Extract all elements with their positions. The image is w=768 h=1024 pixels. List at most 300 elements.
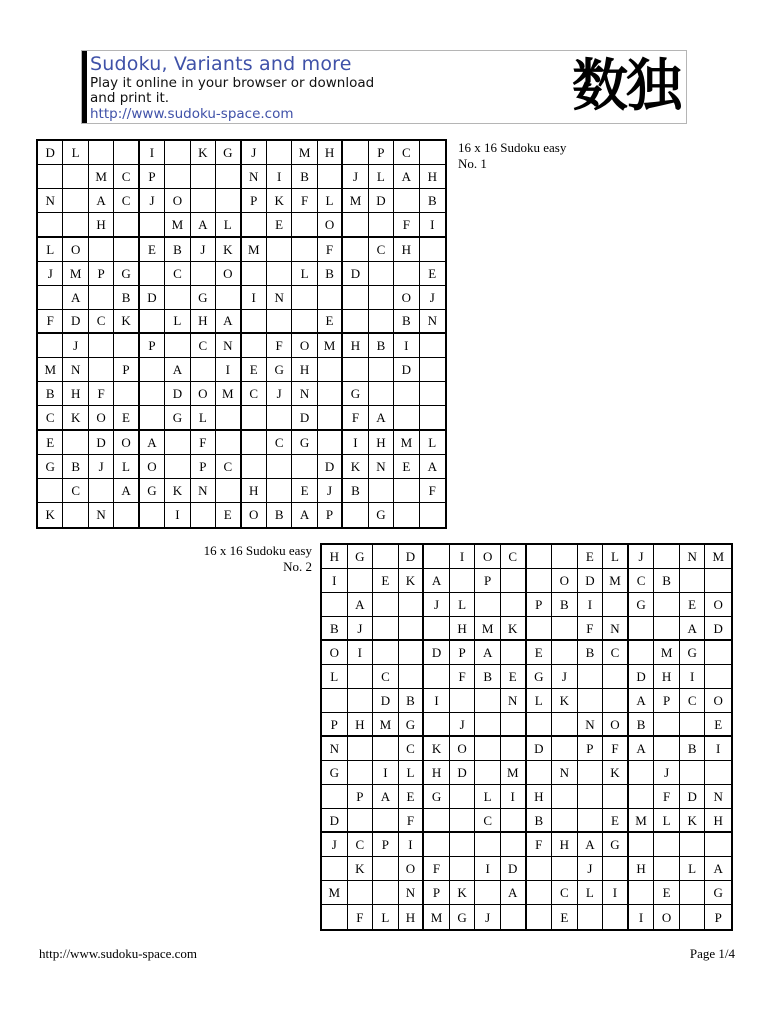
sudoku-cell (343, 238, 368, 262)
sudoku-cell: B (267, 503, 292, 527)
sudoku-cell: D (450, 761, 476, 785)
sudoku-cell: M (242, 238, 267, 262)
sudoku-cell: I (578, 593, 604, 617)
sudoku-cell: F (267, 334, 292, 358)
sudoku-cell: D (165, 382, 190, 406)
sudoku-cell: F (399, 809, 425, 833)
sudoku-cell: M (603, 569, 629, 593)
sudoku-grid-1 (36, 139, 447, 529)
sudoku-cell (348, 665, 374, 689)
sudoku-cell: G (348, 545, 374, 569)
sudoku-cell (654, 593, 680, 617)
sudoku-cell: E (140, 238, 165, 262)
sudoku-cell (654, 737, 680, 761)
sudoku-cell: P (714, 909, 722, 925)
sudoku-cell (369, 286, 394, 310)
sudoku-cell (450, 833, 476, 857)
sudoku-cell (343, 213, 368, 237)
sudoku-cell: A (578, 833, 604, 857)
sudoku-cell (191, 503, 216, 527)
sudoku-cell (399, 617, 425, 641)
sudoku-cell: N (399, 881, 425, 905)
sudoku-cell: G (38, 455, 63, 479)
sudoku-cell (38, 334, 63, 358)
sudoku-cell: M (318, 334, 343, 358)
sudoku-cell: N (603, 617, 629, 641)
sudoku-cell (89, 286, 114, 310)
sudoku-cell (475, 833, 501, 857)
sudoku-cell: B (369, 334, 394, 358)
sudoku-cell: D (38, 141, 63, 165)
sudoku-cell: L (292, 262, 317, 286)
sudoku-cell: E (38, 431, 63, 455)
sudoku-cell (527, 905, 553, 929)
sudoku-cell: C (680, 689, 706, 713)
sudoku-cell: I (420, 213, 445, 237)
sudoku-cell: P (322, 713, 348, 737)
sudoku-cell: K (63, 406, 88, 430)
sudoku-cell (114, 238, 139, 262)
sudoku-cell: M (629, 809, 655, 833)
sudoku-cell (603, 785, 629, 809)
sudoku-cell: A (373, 785, 399, 809)
sudoku-cell (242, 334, 267, 358)
sudoku-cell: O (89, 406, 114, 430)
sudoku-cell: J (578, 857, 604, 881)
sudoku-cell: M (373, 713, 399, 737)
sudoku-cell: M (475, 617, 501, 641)
sudoku-cell: M (38, 358, 63, 382)
sudoku-cell: G (629, 593, 655, 617)
sudoku-cell: G (165, 406, 190, 430)
sudoku-cell: O (242, 503, 267, 527)
sudoku-cell (38, 213, 63, 237)
sudoku-cell: A (420, 455, 445, 479)
sudoku-cell: B (394, 310, 419, 334)
sudoku-cell: G (322, 761, 348, 785)
sudoku-cell (140, 406, 165, 430)
sudoku-cell (501, 737, 527, 761)
sudoku-cell: A (63, 286, 88, 310)
sudoku-cell: H (552, 833, 578, 857)
sudoku-cell: P (318, 503, 343, 527)
sudoku-cell: E (373, 569, 399, 593)
sudoku-cell: J (63, 334, 88, 358)
sudoku-cell: C (63, 479, 88, 503)
sudoku-cell: D (373, 689, 399, 713)
sudoku-cell: D (680, 785, 706, 809)
sudoku-cell (322, 689, 348, 713)
sudoku-cell: F (527, 833, 553, 857)
sudoku-cell (63, 189, 88, 213)
sudoku-cell: K (450, 881, 476, 905)
sudoku-cell (165, 455, 190, 479)
sudoku-cell: I (399, 833, 425, 857)
sudoku-cell (475, 761, 501, 785)
sudoku-cell: F (348, 905, 374, 929)
sudoku-cell: A (89, 189, 114, 213)
sudoku-cell: B (399, 689, 425, 713)
sudoku-cell: M (292, 141, 317, 165)
sudoku-cell (267, 262, 292, 286)
sudoku-cell (140, 503, 165, 527)
sudoku-cell: B (165, 238, 190, 262)
sudoku-cell: L (420, 431, 445, 455)
sudoku-cell (242, 431, 267, 455)
sudoku-cell: P (527, 593, 553, 617)
sudoku-kanji-logo: 数独 (572, 54, 680, 119)
sudoku-cell: H (629, 857, 655, 881)
sudoku-cell: P (450, 641, 476, 665)
sudoku-cell: A (680, 617, 706, 641)
sudoku-cell: K (501, 617, 527, 641)
sudoku-cell: F (654, 785, 680, 809)
sudoku-cell (450, 689, 476, 713)
banner-url: http://www.sudoku-space.com (90, 106, 294, 122)
sudoku-cell: J (89, 455, 114, 479)
sudoku-cell (242, 213, 267, 237)
sudoku-cell (450, 857, 476, 881)
sudoku-cell: F (318, 238, 343, 262)
sudoku-cell: D (527, 737, 553, 761)
sudoku-cell: H (343, 334, 368, 358)
sudoku-cell (705, 569, 731, 593)
sudoku-cell (322, 593, 348, 617)
sudoku-cell: B (318, 262, 343, 286)
sudoku-cell: J (322, 833, 348, 857)
sudoku-cell: C (394, 141, 419, 165)
sudoku-cell: D (318, 455, 343, 479)
sudoku-cell (654, 857, 680, 881)
sudoku-cell (424, 545, 450, 569)
sudoku-cell: L (603, 545, 629, 569)
sudoku-cell: M (654, 641, 680, 665)
sudoku-cell: L (322, 665, 348, 689)
sudoku-cell: G (603, 833, 629, 857)
sudoku-cell: A (292, 503, 317, 527)
sudoku-cell: K (216, 238, 241, 262)
sudoku-cell (394, 406, 419, 430)
sudoku-cell (420, 358, 445, 382)
sudoku-cell: P (654, 689, 680, 713)
sudoku-cell: E (527, 641, 553, 665)
sudoku-cell: E (420, 262, 445, 286)
sudoku-cell: I (629, 905, 655, 929)
sudoku-cell: A (165, 358, 190, 382)
sudoku-cell (267, 238, 292, 262)
sudoku-cell (527, 569, 553, 593)
sudoku-cell: H (654, 665, 680, 689)
sudoku-cell (216, 189, 241, 213)
sudoku-cell: A (705, 857, 731, 881)
sudoku-cell: E (267, 213, 292, 237)
sudoku-cell: K (424, 737, 450, 761)
sudoku-cell: L (578, 881, 604, 905)
sudoku-cell: L (191, 406, 216, 430)
sudoku-cell: B (343, 479, 368, 503)
sudoku-cell: E (578, 545, 604, 569)
sudoku-cell (38, 286, 63, 310)
sudoku-cell: A (114, 479, 139, 503)
sudoku-cell: I (705, 737, 731, 761)
sudoku-cell (89, 141, 114, 165)
sudoku-cell: P (578, 737, 604, 761)
sudoku-cell: C (242, 382, 267, 406)
sudoku-cell: O (552, 569, 578, 593)
sudoku-cell: N (89, 503, 114, 527)
sudoku-cell: M (165, 213, 190, 237)
sudoku-cell (373, 593, 399, 617)
banner-tagline-line2: and print it. (90, 90, 170, 106)
sudoku-cell: A (394, 165, 419, 189)
sudoku-cell: G (680, 641, 706, 665)
sudoku-cell (629, 785, 655, 809)
sudoku-cell (322, 905, 348, 929)
sudoku-cell: F (38, 310, 63, 334)
sudoku-cell: F (394, 213, 419, 237)
sudoku-cell (373, 881, 399, 905)
sudoku-cell (369, 262, 394, 286)
sudoku-cell: H (705, 809, 731, 833)
sudoku-cell: D (343, 262, 368, 286)
sudoku-cell: J (38, 262, 63, 286)
sudoku-cell (322, 857, 348, 881)
sudoku-cell: E (680, 593, 706, 617)
sudoku-cell: O (654, 905, 680, 929)
sudoku-cell (629, 881, 655, 905)
sudoku-cell: D (578, 569, 604, 593)
sudoku-cell: K (680, 809, 706, 833)
sudoku-cell: L (654, 809, 680, 833)
sudoku-cell (501, 713, 527, 737)
sudoku-cell (578, 761, 604, 785)
sudoku-cell (501, 905, 527, 929)
sudoku-cell (267, 141, 292, 165)
sudoku-cell: A (629, 737, 655, 761)
sudoku-cell (216, 286, 241, 310)
sudoku-cell: A (424, 569, 450, 593)
sudoku-cell: G (191, 286, 216, 310)
sudoku-cell: J (629, 545, 655, 569)
sudoku-cell: D (322, 809, 348, 833)
sudoku-cell: C (475, 809, 501, 833)
sudoku-cell: E (501, 665, 527, 689)
sudoku-cell (603, 593, 629, 617)
sudoku-cell: C (603, 641, 629, 665)
sudoku-cell (527, 857, 553, 881)
sudoku-cell (394, 262, 419, 286)
sudoku-cell: I (501, 785, 527, 809)
sudoku-cell (578, 785, 604, 809)
sudoku-cell: I (475, 857, 501, 881)
sudoku-cell: E (399, 785, 425, 809)
sudoku-cell: L (114, 455, 139, 479)
sudoku-cell: M (216, 382, 241, 406)
sudoku-cell: L (475, 785, 501, 809)
sudoku-cell: F (603, 737, 629, 761)
banner-tagline-line1: Play it online in your browser or download (90, 75, 375, 91)
sudoku-cell: C (267, 431, 292, 455)
sudoku-cell: L (165, 310, 190, 334)
sudoku-cell (369, 382, 394, 406)
sudoku-cell (114, 213, 139, 237)
sudoku-cell: H (322, 545, 348, 569)
sudoku-cell: G (424, 785, 450, 809)
sudoku-cell (501, 809, 527, 833)
sudoku-cell: P (348, 785, 374, 809)
sudoku-cell: C (629, 569, 655, 593)
sudoku-cell (603, 689, 629, 713)
sudoku-cell (292, 238, 317, 262)
sudoku-cell: F (89, 382, 114, 406)
sudoku-cell (348, 809, 374, 833)
sudoku-cell: B (475, 665, 501, 689)
sudoku-cell: A (369, 406, 394, 430)
sudoku-cell (63, 165, 88, 189)
sudoku-cell (318, 165, 343, 189)
sudoku-cell: H (242, 479, 267, 503)
sudoku-cell: O (475, 545, 501, 569)
sudoku-cell (373, 545, 399, 569)
sudoku-cell (318, 382, 343, 406)
sudoku-cell: O (394, 286, 419, 310)
sudoku-cell (424, 617, 450, 641)
sudoku-cell: D (369, 189, 394, 213)
sudoku-cell: P (242, 189, 267, 213)
sudoku-cell: N (705, 785, 731, 809)
sudoku-cell (424, 809, 450, 833)
sudoku-cell (373, 617, 399, 641)
sudoku-cell (373, 809, 399, 833)
sudoku-cell (89, 358, 114, 382)
sudoku-cell: B (527, 809, 553, 833)
sudoku-cell (394, 189, 419, 213)
sudoku-grid-2 (320, 543, 733, 931)
sudoku-cell (140, 358, 165, 382)
sudoku-cell (38, 165, 63, 189)
sudoku-cell: F (578, 617, 604, 641)
sudoku-cell: O (191, 382, 216, 406)
sudoku-cell: N (322, 737, 348, 761)
sudoku-cell: P (369, 141, 394, 165)
sudoku-cell (242, 262, 267, 286)
sudoku-cell (63, 503, 88, 527)
sudoku-cell: L (318, 189, 343, 213)
footer-url: http://www.sudoku-space.com (39, 946, 198, 961)
sudoku-cell: I (603, 881, 629, 905)
sudoku-cell (552, 785, 578, 809)
sudoku-cell: A (629, 689, 655, 713)
sudoku-cell: M (501, 761, 527, 785)
sudoku-cell (348, 737, 374, 761)
puzzle-1-title: 16 x 16 Sudoku easy (458, 140, 567, 155)
sudoku-cell: I (680, 665, 706, 689)
sudoku-cell: K (552, 689, 578, 713)
sudoku-cell: G (140, 479, 165, 503)
sudoku-cell (629, 617, 655, 641)
sudoku-cell (114, 503, 139, 527)
sudoku-cell (475, 713, 501, 737)
sudoku-cell (680, 569, 706, 593)
sudoku-cell (501, 569, 527, 593)
sudoku-cell (140, 310, 165, 334)
sudoku-cell: I (343, 431, 368, 455)
sudoku-cell: E (242, 358, 267, 382)
sudoku-cell: E (552, 905, 578, 929)
sudoku-cell: I (373, 761, 399, 785)
sudoku-cell: M (424, 905, 450, 929)
sudoku-cell (399, 665, 425, 689)
sudoku-cell (394, 382, 419, 406)
sudoku-cell: L (373, 905, 399, 929)
sudoku-cell: I (348, 641, 374, 665)
sudoku-cell: K (399, 569, 425, 593)
sudoku-cell: L (527, 689, 553, 713)
sudoku-cell: M (394, 431, 419, 455)
puzzle-2-caption (150, 543, 312, 575)
sudoku-cell: K (165, 479, 190, 503)
sudoku-cell (420, 238, 445, 262)
sudoku-cell: B (552, 593, 578, 617)
sudoku-cell (369, 310, 394, 334)
sudoku-cell: C (114, 189, 139, 213)
sudoku-cell (216, 165, 241, 189)
sudoku-cell: J (267, 382, 292, 406)
sudoku-cell: O (322, 641, 348, 665)
sudoku-cell: M (705, 545, 731, 569)
sudoku-cell: N (578, 713, 604, 737)
banner-accent-bar (82, 51, 87, 123)
sudoku-cell: P (373, 833, 399, 857)
sudoku-cell: E (705, 713, 731, 737)
sudoku-cell (475, 593, 501, 617)
sudoku-cell: J (140, 189, 165, 213)
sudoku-cell: H (191, 310, 216, 334)
sudoku-cell (318, 406, 343, 430)
sudoku-cell (343, 141, 368, 165)
sudoku-cell (705, 761, 731, 785)
sudoku-cell (191, 189, 216, 213)
sudoku-cell: F (343, 406, 368, 430)
sudoku-cell (89, 479, 114, 503)
sudoku-cell: K (191, 141, 216, 165)
sudoku-cell: O (140, 455, 165, 479)
sudoku-cell: M (89, 165, 114, 189)
sudoku-cell: D (424, 641, 450, 665)
sudoku-cell (140, 262, 165, 286)
sudoku-cell (191, 262, 216, 286)
sudoku-cell: L (680, 857, 706, 881)
sudoku-cell: F (424, 857, 450, 881)
sudoku-cell: L (399, 761, 425, 785)
sudoku-cell (420, 503, 445, 527)
sudoku-cell: B (63, 455, 88, 479)
sudoku-cell (527, 881, 553, 905)
sudoku-cell: I (394, 334, 419, 358)
sudoku-cell: B (578, 641, 604, 665)
puzzle-1-number: No. 1 (458, 156, 487, 171)
sudoku-cell: C (369, 238, 394, 262)
sudoku-cell (424, 713, 450, 737)
sudoku-cell (165, 334, 190, 358)
sudoku-cell: C (38, 406, 63, 430)
sudoku-cell (140, 213, 165, 237)
sudoku-cell (527, 761, 553, 785)
sudoku-cell (578, 809, 604, 833)
sudoku-cell (343, 310, 368, 334)
sudoku-cell: B (38, 382, 63, 406)
sudoku-cell: O (450, 737, 476, 761)
